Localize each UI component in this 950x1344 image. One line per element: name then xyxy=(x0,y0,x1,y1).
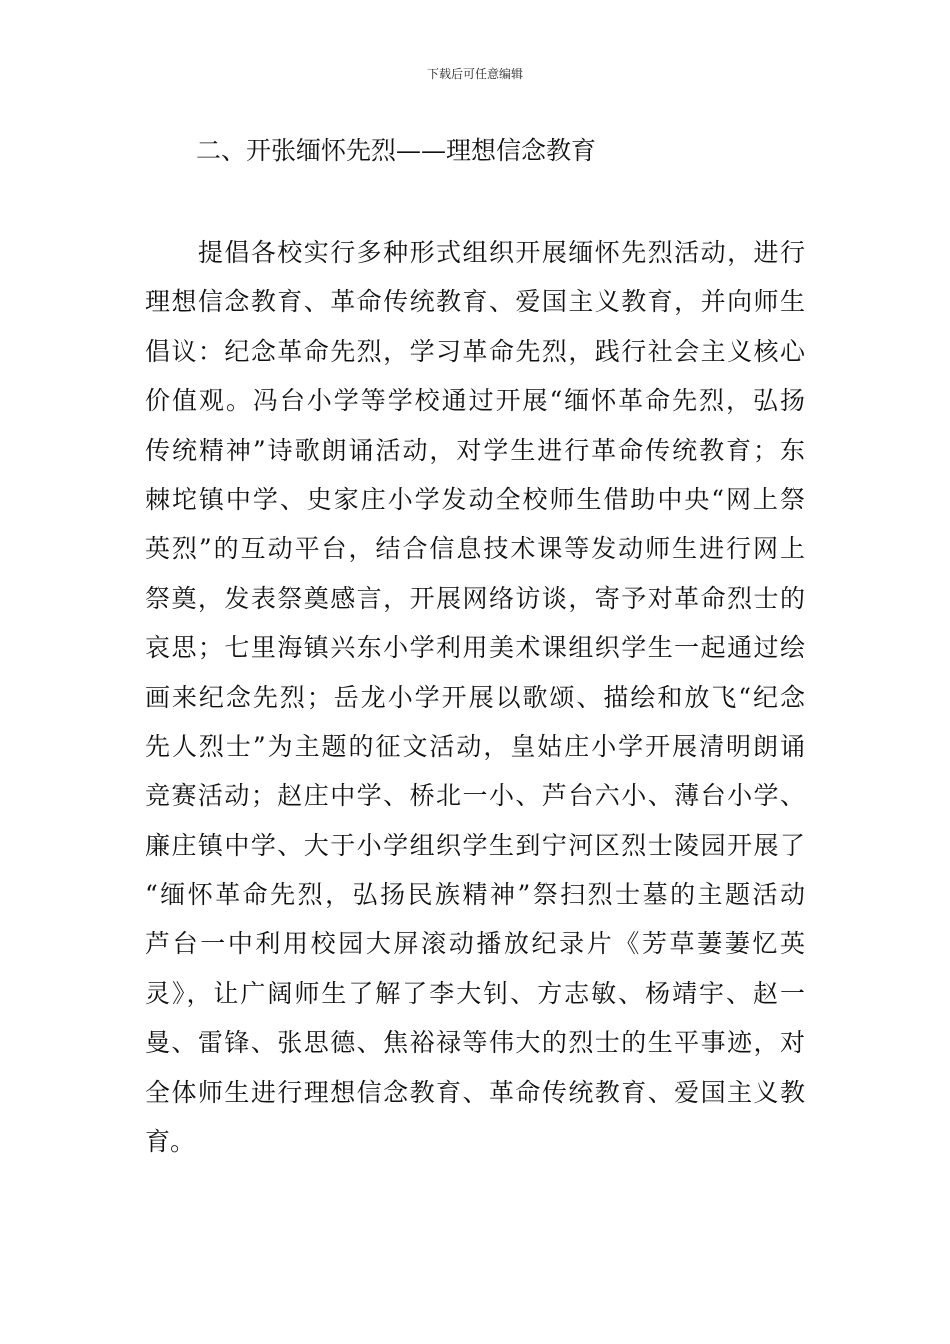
paragraph-line: 提倡各校实行多种形式组织开展缅怀先烈活动，进行 xyxy=(145,238,805,267)
paragraph-line: 价值观。冯台小学等学校通过开展“缅怀革命先烈，弘扬 xyxy=(145,386,805,416)
section-heading: 二、开张缅怀先烈——理想信念教育 xyxy=(196,136,597,165)
paragraph-line: 棘坨镇中学、史家庄小学发动全校师生借助中央“网上祭 xyxy=(145,484,805,514)
paragraph-line: 芦台一中利用校园大屏滚动播放纪录片《芳草萋萋忆英 xyxy=(145,929,805,959)
paragraph-line: 倡议：纪念革命先烈，学习革命先烈，践行社会主义核心 xyxy=(145,336,805,366)
paragraph-line: 英烈”的互动平台，结合信息技术课等发动师生进行网上 xyxy=(145,534,805,564)
paragraph-line: 灵》，让广阔师生了解了李大钊、方志敏、杨靖宇、赵一 xyxy=(145,978,805,1008)
paragraph-line: 竞赛活动；赵庄中学、桥北一小、芦台六小、薄台小学、 xyxy=(145,781,805,811)
paragraph-line: 曼、雷锋、张思德、焦裕禄等伟大的烈士的生平事迹，对 xyxy=(145,1028,805,1058)
paragraph-line: 画来纪念先烈；岳龙小学开展以歌颂、描绘和放飞“纪念 xyxy=(145,682,805,712)
body-paragraph xyxy=(145,228,805,1166)
header-note: 下载后可任意编辑 xyxy=(426,67,523,81)
paragraph-line: 祭奠，发表祭奠感言，开展网络访谈，寄予对革命烈士的 xyxy=(145,583,805,613)
paragraph-line-last: 育。 xyxy=(145,1127,196,1157)
paragraph-line: 先人烈士”为主题的征文活动，皇姑庄小学开展清明朗诵 xyxy=(145,731,805,761)
paragraph-line: 传统精神”诗歌朗诵活动，对学生进行革命传统教育；东 xyxy=(145,435,805,465)
paragraph-line: 哀思；七里海镇兴东小学利用美术课组织学生一起通过绘 xyxy=(145,633,805,663)
paragraph-line: 廉庄镇中学、大于小学组织学生到宁河区烈士陵园开展了 xyxy=(145,830,805,860)
paragraph-line: “缅怀革命先烈，弘扬民族精神”祭扫烈士墓的主题活动 xyxy=(145,880,805,910)
paragraph-line: 理想信念教育、革命传统教育、爱国主义教育，并向师生 xyxy=(145,287,805,317)
paragraph-line: 全体师生进行理想信念教育、革命传统教育、爱国主义教 xyxy=(145,1077,805,1107)
